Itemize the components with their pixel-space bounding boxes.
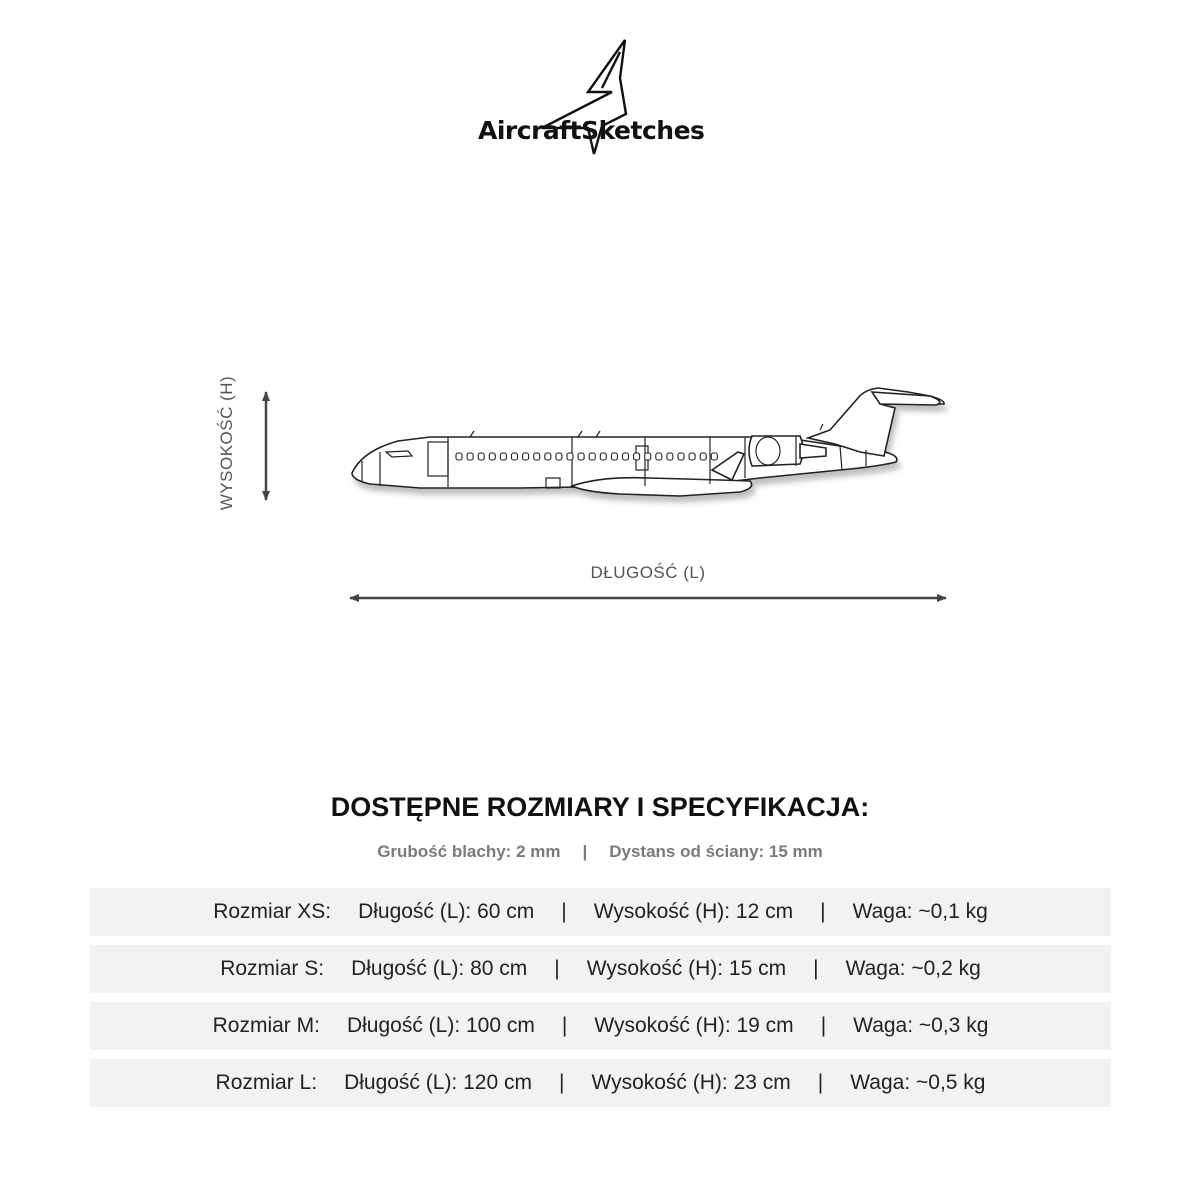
cabin-window	[589, 453, 595, 460]
cabin-window	[567, 453, 573, 460]
cabin-window	[711, 453, 717, 460]
size-length: Długość (L): 80 cm	[351, 957, 528, 980]
cabin-window	[500, 453, 506, 460]
sheet-thickness: Grubość blachy: 2 mm	[377, 842, 561, 861]
cabin-window	[489, 453, 495, 460]
sizes-table	[90, 888, 1111, 1116]
size-weight: Waga: ~0,5 kg	[850, 1071, 986, 1094]
size-weight: Waga: ~0,3 kg	[853, 1014, 989, 1037]
cabin-window	[623, 453, 629, 460]
size-weight: Waga: ~0,2 kg	[845, 957, 981, 980]
size-label: Rozmiar XS:	[213, 900, 332, 923]
size-label: Rozmiar L:	[215, 1071, 318, 1094]
size-height: Wysokość (H): 23 cm	[591, 1071, 791, 1094]
size-label: Rozmiar S:	[220, 957, 325, 980]
row-separator: |	[561, 900, 567, 923]
cabin-window	[700, 453, 706, 460]
size-length: Długość (L): 120 cm	[344, 1071, 532, 1094]
cabin-window	[523, 453, 529, 460]
size-height: Wysokość (H): 15 cm	[586, 957, 787, 980]
size-height: Wysokość (H): 12 cm	[593, 900, 794, 923]
cabin-window	[689, 453, 695, 460]
size-weight: Waga: ~0,1 kg	[852, 900, 988, 923]
cabin-window	[667, 453, 673, 460]
height-label: WYSOKOŚĆ (H)	[217, 375, 236, 511]
size-label: Rozmiar M:	[212, 1014, 320, 1037]
size-row-l	[90, 1059, 1111, 1107]
size-length: Długość (L): 60 cm	[358, 900, 535, 923]
row-separator: |	[820, 1014, 827, 1037]
size-row-s	[90, 945, 1111, 993]
spec-separator: |	[582, 842, 588, 861]
cabin-window	[645, 453, 651, 460]
row-separator: |	[561, 1014, 568, 1037]
row-separator: |	[554, 957, 560, 980]
cabin-window	[512, 453, 518, 460]
row-separator: |	[558, 1071, 565, 1094]
cabin-window	[456, 453, 462, 460]
sizes-title: DOSTĘPNE ROZMIARY I SPECYFIKACJA:	[330, 792, 870, 822]
row-separator: |	[813, 957, 819, 980]
size-row-m	[90, 1002, 1111, 1050]
size-height: Wysokość (H): 19 cm	[594, 1014, 794, 1037]
logo-text: AircraftSketches	[478, 116, 705, 145]
cabin-window	[634, 453, 640, 460]
cabin-window	[467, 453, 473, 460]
cabin-window	[556, 453, 562, 460]
size-row-xs	[90, 888, 1111, 936]
length-label: DŁUGOŚĆ (L)	[590, 563, 706, 582]
wall-distance: Dystans od ściany: 15 mm	[609, 842, 823, 861]
cabin-window	[678, 453, 684, 460]
row-separator: |	[820, 900, 826, 923]
spec-line	[0, 842, 1200, 862]
cabin-window	[611, 453, 617, 460]
cabin-window	[600, 453, 606, 460]
size-length: Długość (L): 100 cm	[346, 1014, 535, 1037]
cabin-window	[578, 453, 584, 460]
row-separator: |	[817, 1071, 824, 1094]
cabin-window	[534, 453, 540, 460]
cabin-window	[656, 453, 662, 460]
cabin-window	[478, 453, 484, 460]
cabin-window	[545, 453, 551, 460]
